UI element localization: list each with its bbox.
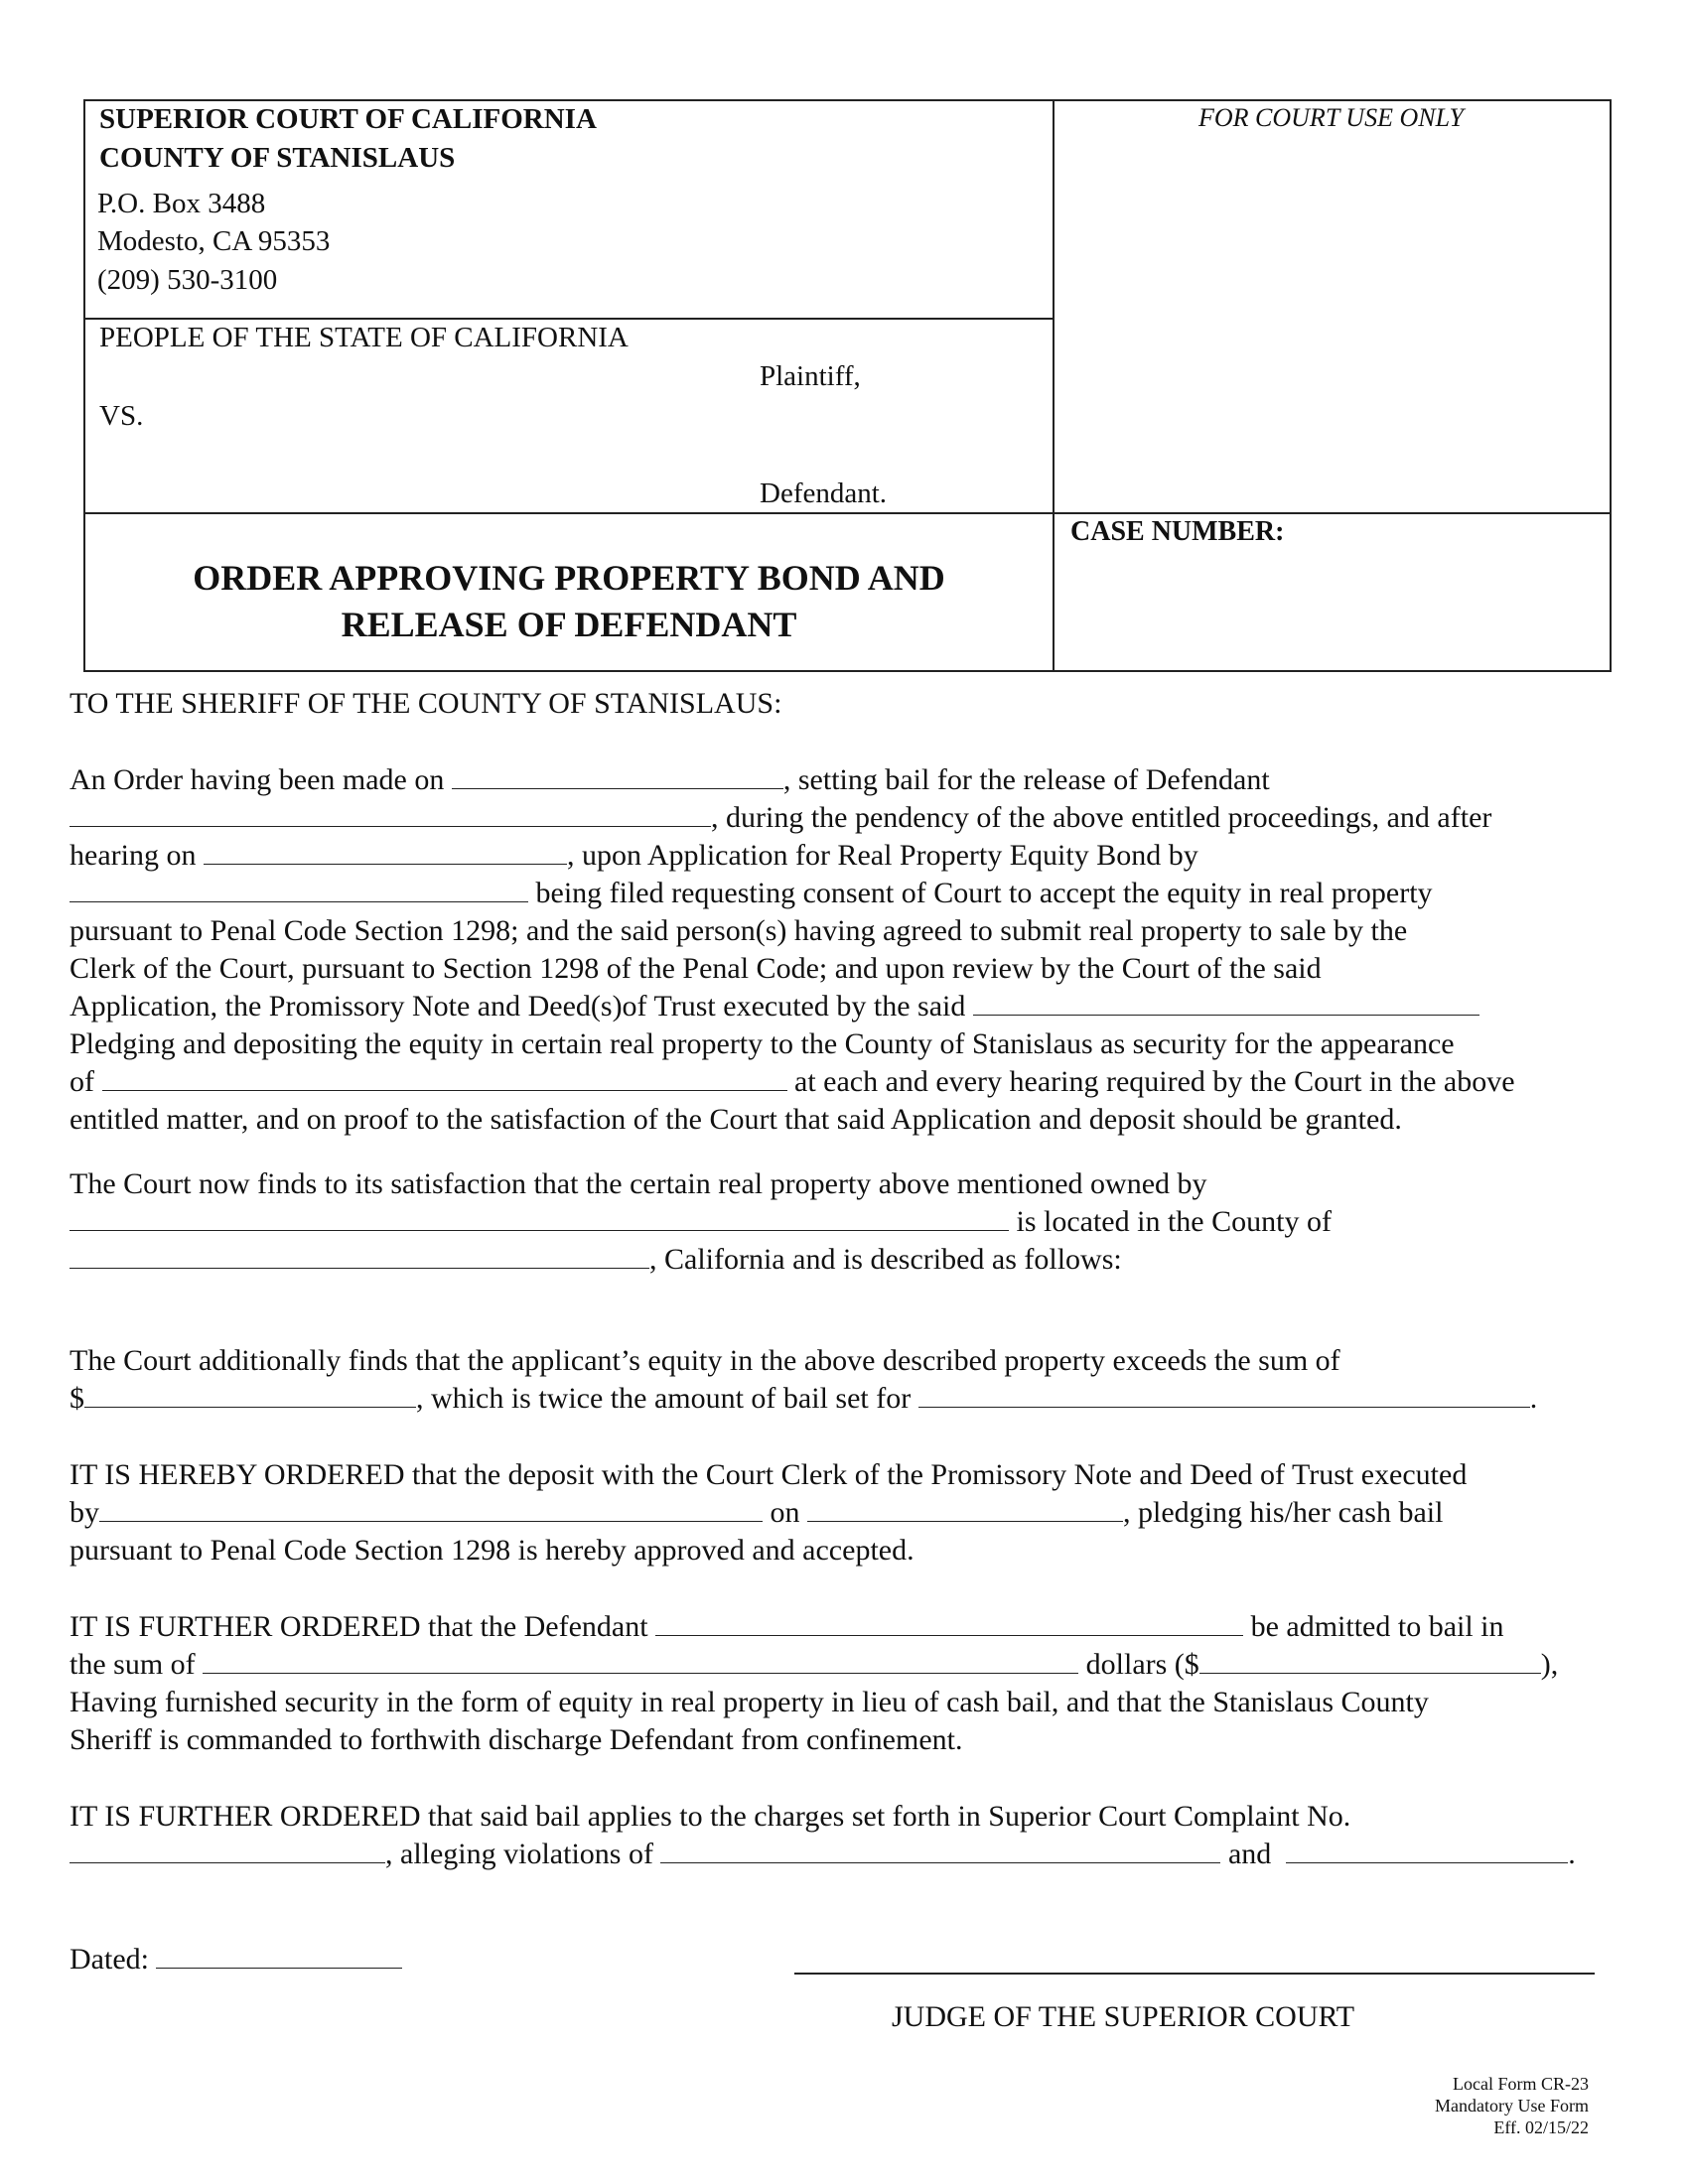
complaint-number-blank[interactable]: [70, 1837, 385, 1863]
p2-text: is located in the County of: [1009, 1205, 1332, 1238]
caption-vertical-divider: [1053, 99, 1055, 670]
salutation: TO THE SHERIFF OF THE COUNTY OF STANISLAUS:: [70, 687, 782, 720]
versus-label: VS.: [99, 400, 144, 432]
p6-line2: [70, 1836, 1576, 1873]
p3-line2: [70, 1380, 1537, 1418]
p5-text: be admitted to bail in: [1243, 1610, 1504, 1643]
bail-amount-words-blank[interactable]: [203, 1647, 1078, 1674]
p1-text: being filed requesting consent of Court to accept the equity in real property: [528, 877, 1433, 909]
property-owner-blank[interactable]: [70, 1204, 1009, 1231]
dated-blank[interactable]: [156, 1942, 402, 1969]
p1-line5: pursuant to Penal Code Section 1298; and the said person(s) having agreed to submit real property to sale by the: [70, 914, 1408, 947]
order-date-blank[interactable]: [452, 762, 783, 789]
court-name-line1: SUPERIOR COURT OF CALIFORNIA: [99, 103, 597, 135]
p1-text: of: [70, 1065, 94, 1098]
p6-text: and: [1220, 1838, 1272, 1870]
for-court-use-label: FOR COURT USE ONLY: [1198, 103, 1464, 132]
court-phone: (209) 530-3100: [97, 264, 278, 296]
dated-line: [70, 1941, 402, 1979]
p1-text: at each and every hearing required by the Court in the above: [786, 1065, 1515, 1098]
p6-text: .: [1568, 1838, 1576, 1870]
p5-line3: Having furnished security in the form of equity in real property in lieu of cash bail, and that the Stanislaus County: [70, 1686, 1429, 1718]
form-title-line1: ORDER APPROVING PROPERTY BOND AND: [193, 558, 945, 598]
p3-text: .: [1529, 1382, 1538, 1415]
hearing-date-blank[interactable]: [204, 838, 567, 865]
p1-line1: [70, 761, 1270, 799]
deed-executor-blank[interactable]: [99, 1495, 763, 1522]
p5-line1: [70, 1608, 1504, 1646]
bail-set-for-blank[interactable]: [918, 1381, 1530, 1408]
county-name-blank[interactable]: [70, 1242, 649, 1269]
case-number-field[interactable]: [1070, 556, 1597, 655]
p5-line4: Sheriff is commanded to forthwith discharge Defendant from confinement.: [70, 1723, 963, 1756]
p1-line9: [70, 1063, 1515, 1101]
admitted-defendant-blank[interactable]: [655, 1609, 1243, 1636]
p5-line2: [70, 1646, 1558, 1684]
p1-line6: Clerk of the Court, pursuant to Section 1298 of the Penal Code; and upon review by the Court of the said: [70, 952, 1322, 985]
p6-line1: IT IS FURTHER ORDERED that said bail applies to the charges set forth in Superior Court Complaint No.: [70, 1800, 1351, 1833]
plaintiff-label: Plaintiff,: [760, 360, 861, 392]
p1-text: hearing on: [70, 839, 197, 872]
p1-text: Application, the Promissory Note and Deed(s)of Trust executed by the said: [70, 990, 966, 1023]
violation-2-blank[interactable]: [1286, 1837, 1568, 1863]
violation-1-blank[interactable]: [660, 1837, 1220, 1863]
equity-amount-blank[interactable]: [84, 1381, 416, 1408]
p5-text: IT IS FURTHER ORDERED that the Defendant: [70, 1610, 648, 1643]
p4-line1: IT IS HEREBY ORDERED that the deposit with the Court Clerk of the Promissory Note and Deed of Trust executed: [70, 1458, 1468, 1491]
applicant-name-blank[interactable]: [70, 876, 528, 902]
p4-text: by: [70, 1496, 99, 1529]
court-name-line2: COUNTY OF STANISLAUS: [99, 142, 456, 174]
appearance-name-blank[interactable]: [102, 1064, 787, 1091]
defendant-label: Defendant.: [760, 478, 888, 509]
court-address-line2: Modesto, CA 95353: [97, 225, 331, 257]
p1-line10: entitled matter, and on proof to the satisfaction of the Court that said Application and deposit should be granted.: [70, 1103, 1402, 1136]
p1-text: , during the pendency of the above entitled proceedings, and after: [711, 801, 1492, 834]
defendant-name-blank[interactable]: [70, 800, 711, 827]
form-title-line2: RELEASE OF DEFENDANT: [341, 605, 797, 644]
case-number-label: CASE NUMBER:: [1070, 516, 1285, 547]
p1-line2: [70, 799, 1491, 837]
plaintiff-name: PEOPLE OF THE STATE OF CALIFORNIA: [99, 322, 629, 353]
form-effective-date: Eff. 02/15/22: [1493, 2117, 1589, 2137]
p1-line8: Pledging and depositing the equity in certain real property to the County of Stanislaus as security for the appearance: [70, 1027, 1455, 1060]
p5-text: dollars ($: [1078, 1648, 1199, 1681]
p2-line2: [70, 1203, 1332, 1241]
p1-text: An Order having been made on: [70, 763, 445, 796]
p1-text: , upon Application for Real Property Equity Bond by: [566, 839, 1198, 872]
caption-divider-title: [83, 512, 1610, 514]
p5-text: the sum of: [70, 1648, 196, 1681]
court-address-line1: P.O. Box 3488: [97, 188, 266, 219]
p1-line7: [70, 988, 1479, 1025]
p3-text: $: [70, 1382, 84, 1415]
p4-line3: pursuant to Penal Code Section 1298 is hereby approved and accepted.: [70, 1534, 914, 1567]
dated-label: Dated:: [70, 1943, 149, 1976]
p6-text: , alleging violations of: [385, 1838, 653, 1870]
p4-line2: [70, 1494, 1443, 1532]
judge-signature-line[interactable]: [794, 1973, 1595, 1975]
executor-name-blank[interactable]: [973, 989, 1479, 1016]
deed-date-blank[interactable]: [807, 1495, 1123, 1522]
form-use-type: Mandatory Use Form: [1435, 2096, 1589, 2116]
p2-text: , California and is described as follows:: [649, 1243, 1122, 1276]
p2-line1: The Court now finds to its satisfaction that the certain real property above mentioned owned by: [70, 1167, 1207, 1200]
bail-amount-number-blank[interactable]: [1199, 1647, 1541, 1674]
p2-line3: [70, 1241, 1122, 1279]
p1-line4: [70, 875, 1433, 912]
p1-line3: [70, 837, 1198, 875]
judge-label: JUDGE OF THE SUPERIOR COURT: [892, 2000, 1355, 2033]
p3-line1: The Court additionally finds that the applicant’s equity in the above described property exceeds the sum of: [70, 1344, 1340, 1377]
p5-text: ),: [1540, 1648, 1559, 1681]
p4-text: , pledging his/her cash bail: [1123, 1496, 1444, 1529]
form-number: Local Form CR-23: [1453, 2074, 1589, 2094]
p3-text: , which is twice the amount of bail set for: [416, 1382, 912, 1415]
p1-text: , setting bail for the release of Defendant: [782, 763, 1270, 796]
p4-text: on: [763, 1496, 807, 1529]
